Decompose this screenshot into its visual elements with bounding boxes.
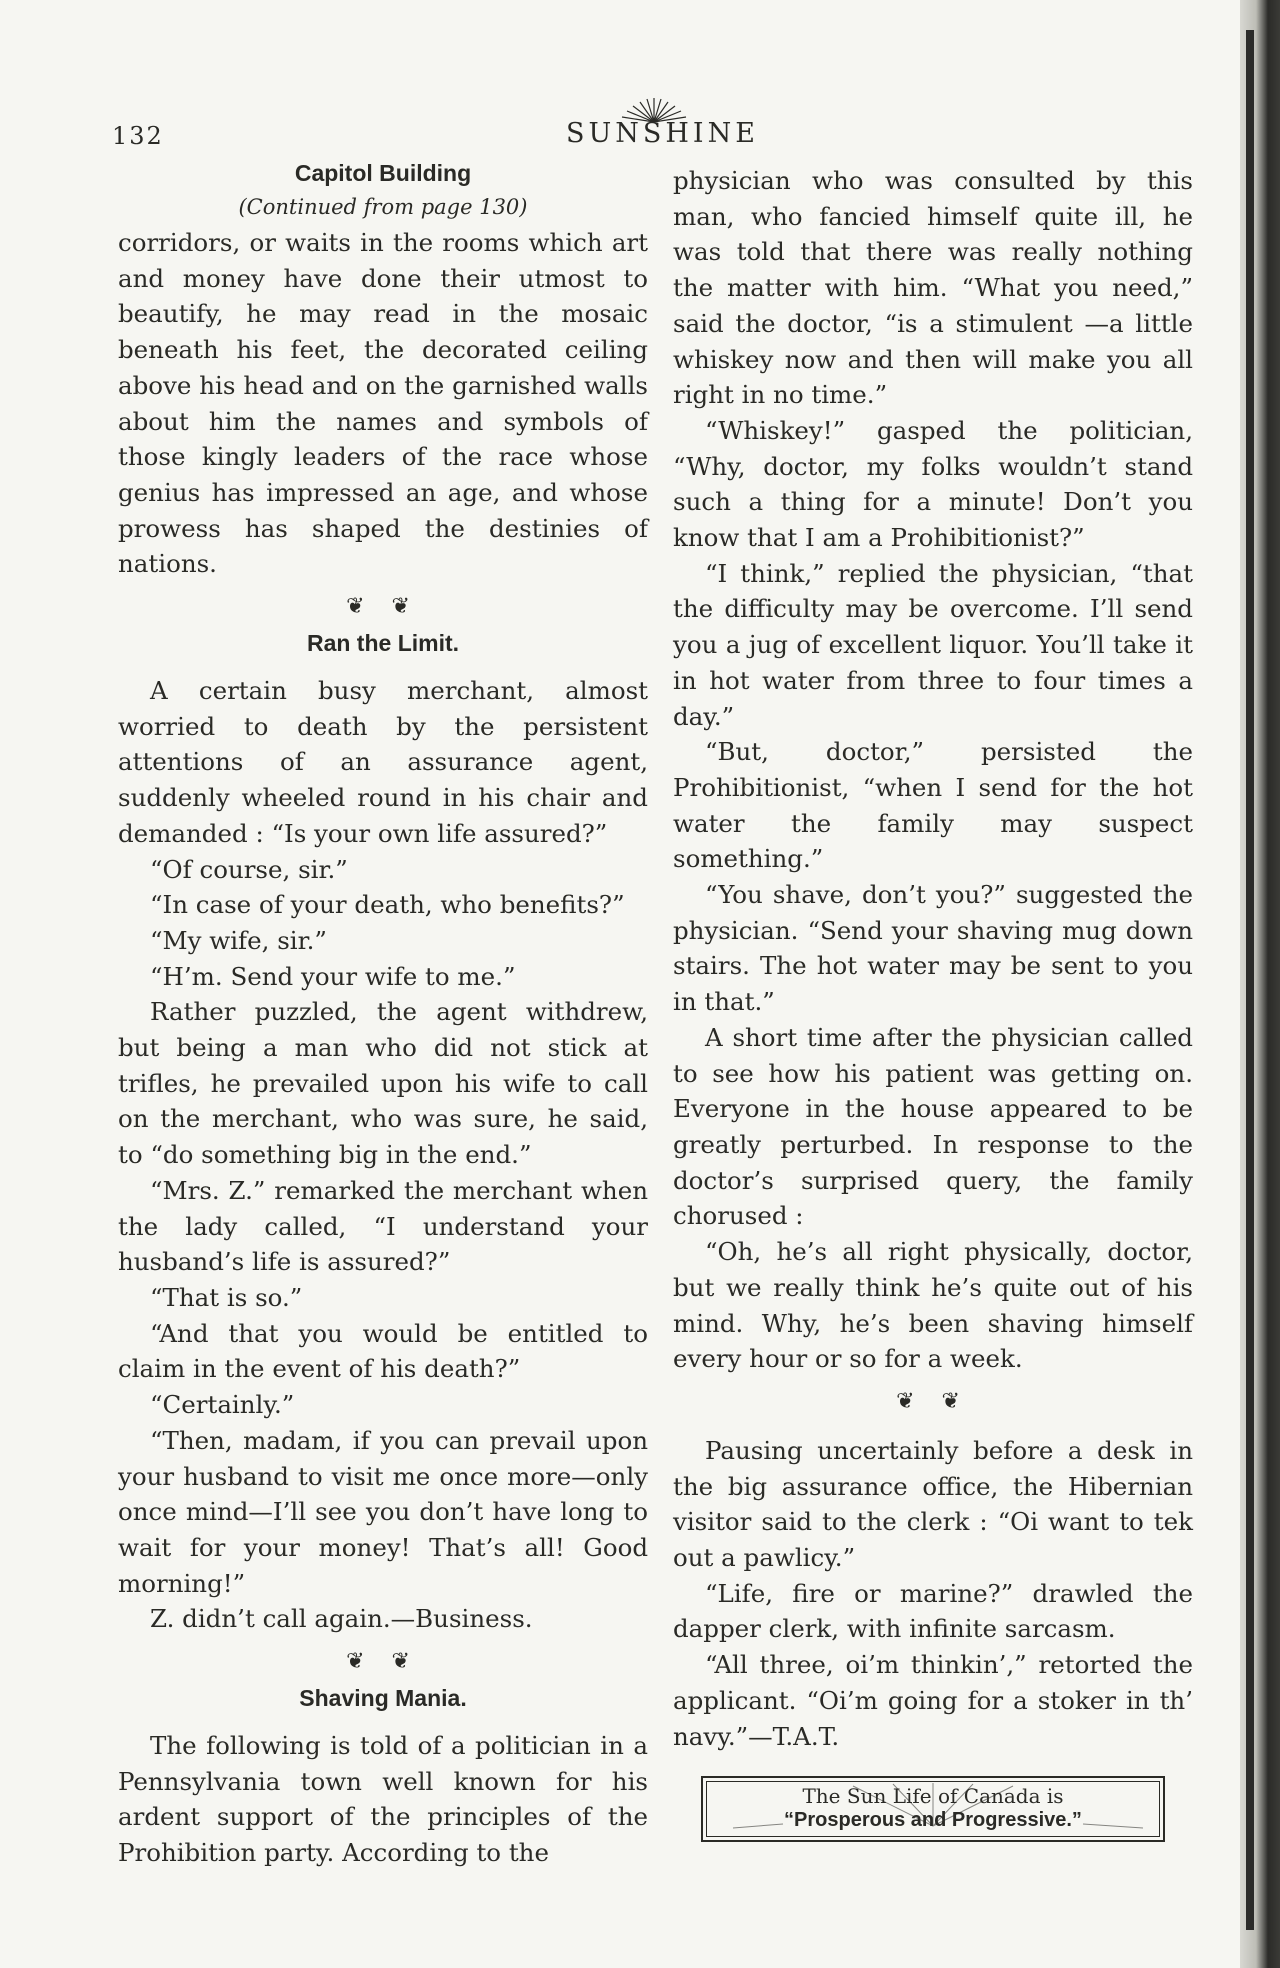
article-paragraph: “Then, madam, if you can prevail upon your husband to visit me once more—only once mind—I’ll see you don’t have long to wait for your money! That’s all! Good morning!” xyxy=(118,1425,648,1598)
ran-the-limit-heading: Ran the Limit. xyxy=(306,630,460,657)
sun-life-advertisement xyxy=(701,1776,1165,1842)
article-paragraph: “Whiskey!” gasped the politician, “Why, doctor, my folks wouldn’t stand such a thing for a minute! Don’t you know that I am a Prohibitionist?” xyxy=(673,415,1193,553)
article-paragraph: “Mrs. Z.” remarked the merchant when the lady called, “I understand your husband’s life is assured?” xyxy=(118,1175,648,1277)
continued-note: (Continued from page 130) xyxy=(238,195,528,219)
article-paragraph: “My wife, sir.” xyxy=(150,925,327,955)
ornament-divider: ❦ ❦ xyxy=(896,1388,970,1414)
article-paragraph: “Certainly.” xyxy=(150,1390,295,1420)
masthead xyxy=(566,96,759,156)
article-paragraph: A certain busy merchant, almost worried to death by the persistent attentions of an assurance agent, suddenly wheeled round in his chair and demanded : “Is your own life assured?” xyxy=(118,676,648,848)
article-paragraph: physician who was consulted by this man, who fancied himself quite ill, he was told that there was really nothing the matter with him. “What you need,” said the doctor, “is a stimulent —a little whiskey now and then will make you all right in no time.” xyxy=(673,166,1193,410)
article-paragraph: “In case of your death, who benefits?” xyxy=(150,890,625,920)
ad-line-1: The Sun Life of Canada is xyxy=(802,1784,1064,1809)
ad-line-2: “Prosperous and Progressive.” xyxy=(784,1809,1082,1832)
article-paragraph: “That is so.” xyxy=(150,1282,303,1312)
capitol-paragraph: corridors, or waits in the rooms which art and money have done their utmost to beautify, he may read in the mosaic beneath his feet, the decorated ceiling above his head and on the garnished walls about him the names and symbols of those kingly leaders of the race whose genius has impressed an age, and whose prowess has shaped the destinies of nations. xyxy=(118,228,648,579)
article-paragraph: “Oh, he’s all right physically, doctor, but we really think he’s quite out of his mind. Why, he’s been shaving himself every hour or so for a week. xyxy=(673,1237,1193,1374)
article-paragraph: “And that you would be entitled to claim in the event of his death?” xyxy=(118,1318,648,1384)
ornament-divider: ❦ ❦ xyxy=(346,1649,420,1675)
left-column xyxy=(118,160,648,1871)
masthead-title: SUNSHINE xyxy=(566,118,759,149)
article-paragraph: “You shave, don’t you?” suggested the physician. “Send your shaving mug down stairs. The hot water may be sent to you in that.” xyxy=(673,880,1193,1017)
article-paragraph: “But, doctor,” persisted the Prohibitionist, “when I send for the hot water the family may suspect something.” xyxy=(673,737,1193,874)
article-paragraph: “H’m. Send your wife to me.” xyxy=(150,961,516,991)
shaving-mania-heading: Shaving Mania. xyxy=(299,1685,467,1712)
article-paragraph: Z. didn’t call again.—Business. xyxy=(150,1604,533,1634)
article-paragraph: Rather puzzled, the agent withdrew, but being a man who did not stick at trifles, he prevailed upon his wife to call on the merchant, who was sure, he said, to “do something big in the end.” xyxy=(118,997,648,1170)
article-paragraph: “Of course, sir.” xyxy=(150,854,348,884)
article-paragraph: “All three, oi’m thinkin’,” retorted the applicant. “Oi’m going for a stoker in th’ navy.”—T.A.T. xyxy=(673,1650,1193,1751)
article-paragraph: “Life, fire or marine?” drawled the dapper clerk, with infinite sarcasm. xyxy=(673,1578,1193,1644)
article-paragraph: A short time after the physician called to see how his patient was getting on. Everyone in the house appeared to be greatly perturbed. In response to the doctor’s surprised query, the family chorused : xyxy=(673,1022,1193,1231)
capitol-heading: Capitol Building xyxy=(294,160,472,186)
ornament-divider: ❦ ❦ xyxy=(346,594,420,620)
article-paragraph: The following is told of a politician in a Pennsylvania town well known for his ardent support of the principles of the Prohibition party. According to the xyxy=(118,1731,648,1868)
right-column xyxy=(673,163,1193,1842)
page-number: 132 xyxy=(112,122,164,150)
article-paragraph: Pausing uncertainly before a desk in the big assurance office, the Hibernian visitor said to the clerk : “Oi want to tek out a pawlicy.” xyxy=(673,1435,1193,1573)
book-edge xyxy=(1240,0,1280,1968)
article-paragraph: “I think,” replied the physician, “that the difficulty may be overcome. I’ll send you a jug of excellent liquor. You’ll take it in hot water from three to four times a day.” xyxy=(673,558,1193,731)
